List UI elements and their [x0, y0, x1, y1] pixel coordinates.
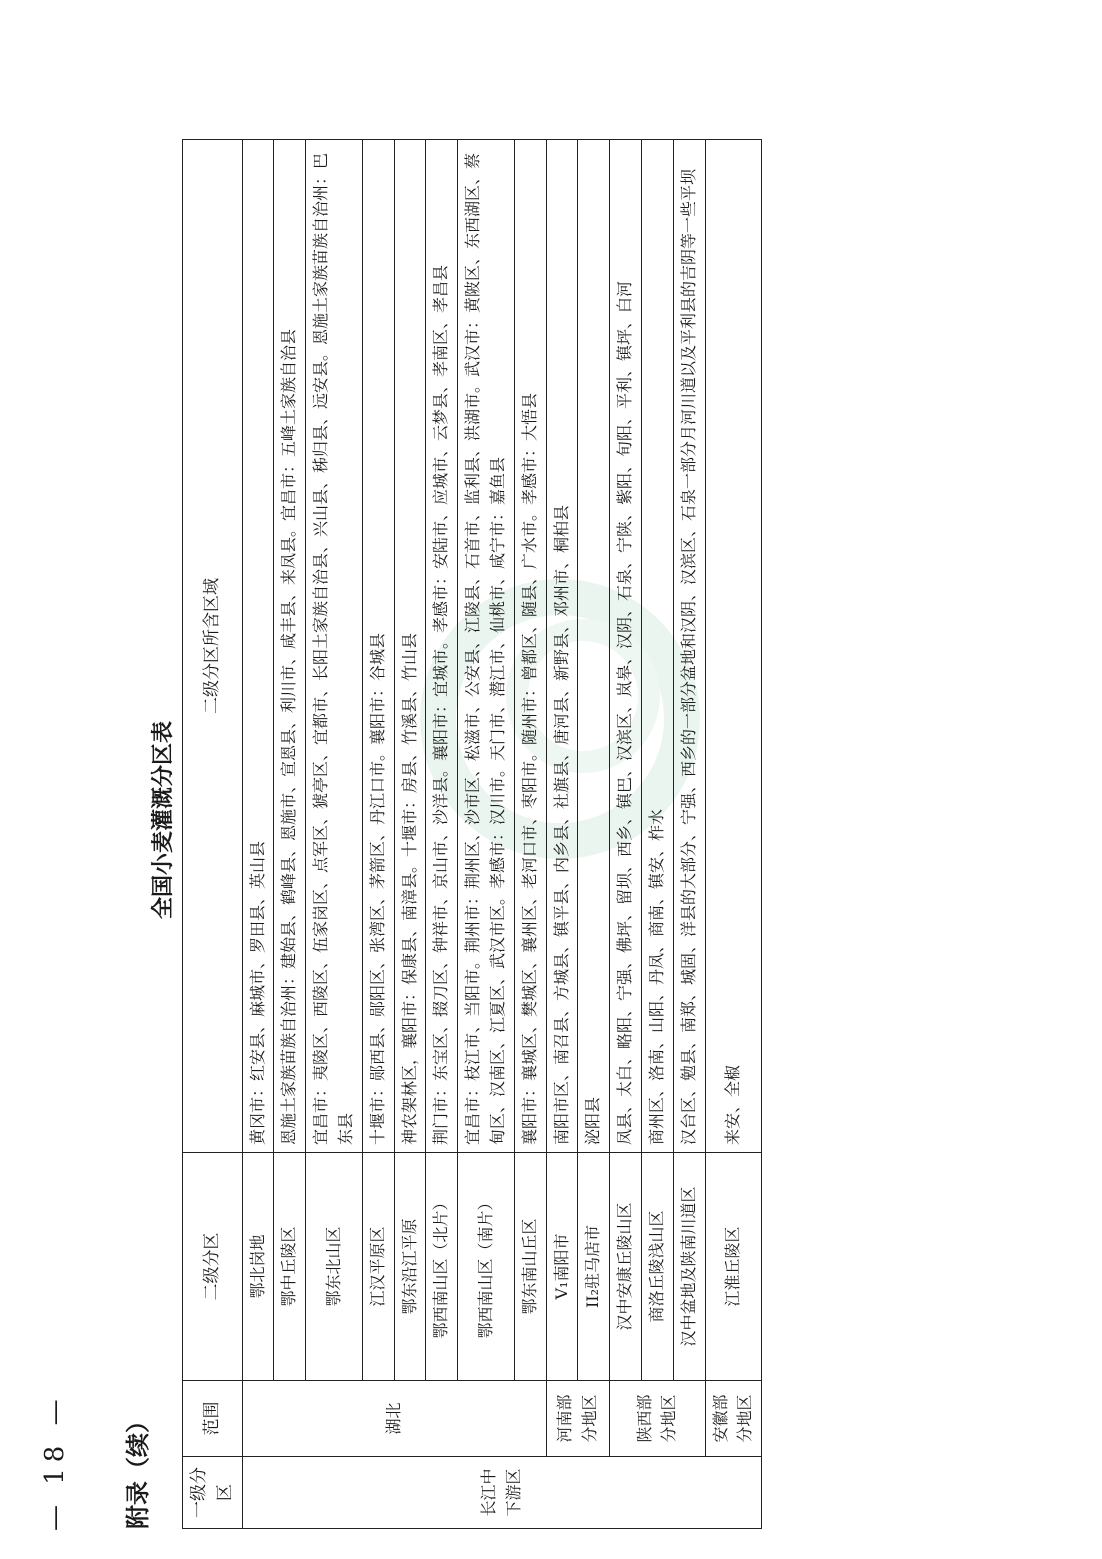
level2-zone-cell: II₂驻马店市	[578, 1153, 610, 1381]
scope-cell: 安徽部分地区	[705, 1381, 762, 1457]
regions-cell: 宜昌市：枝江市、当阳市。荆州市：荆州区、沙市区、松滋市、公安县、江陵县、石首市、监利县、洪湖市。武汉市：黄陂区、东西湖区、蔡甸区、汉南区、江夏区、武汉市区。孝感市：汉川市。天门市、潜江市、仙桃市、咸宁市：嘉鱼县	[458, 140, 515, 1153]
header-level2: 二级分区	[183, 1153, 243, 1381]
regions-cell: 黄冈市：红安县、麻城市、罗田县、英山县	[242, 140, 274, 1153]
table-title: 全国小麦灌溉分区表	[151, 720, 176, 919]
table-row	[705, 140, 762, 1529]
level2-zone-cell: 鄂北岗地	[242, 1153, 274, 1381]
regions-cell: 恩施土家族苗族自治州：建始县、鹤峰县、恩施市、宣恩县、利川市、咸丰县、来凤县。宜昌市：五峰土家族自治县	[274, 140, 306, 1153]
scope-cell: 陕西部分地区	[610, 1381, 705, 1457]
regions-cell: 南阳市区、南召县、方城县、镇平县、内乡县、社旗县、唐河县、新野县、邓州市、桐柏县	[546, 140, 578, 1153]
table-row	[546, 140, 578, 1529]
level2-zone-cell: 江汉平原区	[362, 1153, 394, 1381]
table-row	[458, 140, 515, 1529]
regions-cell: 泌阳县	[578, 140, 610, 1153]
scope-cell: 河南部分地区	[546, 1381, 610, 1457]
header-scope: 范围	[183, 1381, 243, 1457]
page-number: — 18 —	[40, 1393, 70, 1531]
regions-cell: 荆门市：东宝区、掇刀区、钟祥市、京山市、沙洋县。襄阳市：宜城市。孝感市：安陆市、应城市、云梦县、孝南区、孝昌县	[426, 140, 458, 1153]
regions-cell: 十堰市：郧西县、郧阳区、张湾区、茅箭区、丹江口市。襄阳市：谷城县	[362, 140, 394, 1153]
level2-zone-cell: 鄂西南山区（北片）	[426, 1153, 458, 1381]
appendix-label: 附录（续）	[124, 1409, 152, 1529]
table-row	[274, 140, 306, 1529]
level2-zone-cell: 江淮丘陵区	[705, 1153, 762, 1381]
level2-zone-cell: 鄂东南山丘区	[514, 1153, 546, 1381]
level2-zone-cell: 汉中安康丘陵山区	[610, 1153, 642, 1381]
table-row	[642, 140, 674, 1529]
regions-cell: 汉台区、勉县、南郑、城固、洋县的大部分、宁强、西乡的一部分盆地和汉阴、汉滨区、石泉一部分月河川道以及平利县的吉阴等一些平坝	[673, 140, 705, 1153]
table-row	[426, 140, 458, 1529]
table-row	[578, 140, 610, 1529]
level2-zone-cell: 汉中盆地及陕南川道区	[673, 1153, 705, 1381]
level2-zone-cell: 鄂中丘陵区	[274, 1153, 306, 1381]
irrigation-zone-table	[182, 139, 762, 1529]
regions-cell: 来安、全椒	[705, 140, 762, 1153]
table-row	[306, 140, 363, 1529]
regions-cell: 凤县、太白、略阳、宁强、佛坪、留坝、西乡、镇巴、汉滨区、岚皋、汉阴、石泉、宁陕、紫阳、旬阳、平利、镇坪、白河	[610, 140, 642, 1153]
table-header-row	[183, 140, 243, 1529]
scope-cell: 湖北	[242, 1381, 546, 1457]
regions-cell: 神农架林区，襄阳市：保康县、南漳县。十堰市：房县、竹溪县、竹山县	[394, 140, 426, 1153]
header-regions: 二级分区所含区域	[183, 140, 243, 1153]
level2-zone-cell: 商洛丘陵浅山区	[642, 1153, 674, 1381]
table-row	[362, 140, 394, 1529]
table-row	[242, 140, 274, 1529]
level2-zone-cell: V₁南阳市	[546, 1153, 578, 1381]
table-body	[242, 140, 762, 1529]
regions-cell: 宜昌市：夷陵区、西陵区、伍家岗区、点军区、猇亭区、宜都市、长阳土家族自治县、兴山县、秭归县、远安县。恩施土家族苗族自治州：巴东县	[306, 140, 363, 1153]
level1-zone-cell: 长江中下游区	[242, 1457, 762, 1529]
regions-cell: 襄阳市：襄城区、樊城区、襄州区、老河口市、枣阳市。随州市：曾都区、随县、广水市。孝感市：大悟县	[514, 140, 546, 1153]
level2-zone-cell: 鄂西南山区（南片）	[458, 1153, 515, 1381]
level2-zone-cell: 鄂东北山区	[306, 1153, 363, 1381]
table-row	[394, 140, 426, 1529]
table-row	[514, 140, 546, 1529]
level2-zone-cell: 鄂东沿江平原	[394, 1153, 426, 1381]
header-level1: 一级分区	[183, 1457, 243, 1529]
regions-cell: 商州区、洛南、山阳、丹凤、商南、镇安、柞水	[642, 140, 674, 1153]
table-row	[610, 140, 642, 1529]
table-row	[673, 140, 705, 1529]
